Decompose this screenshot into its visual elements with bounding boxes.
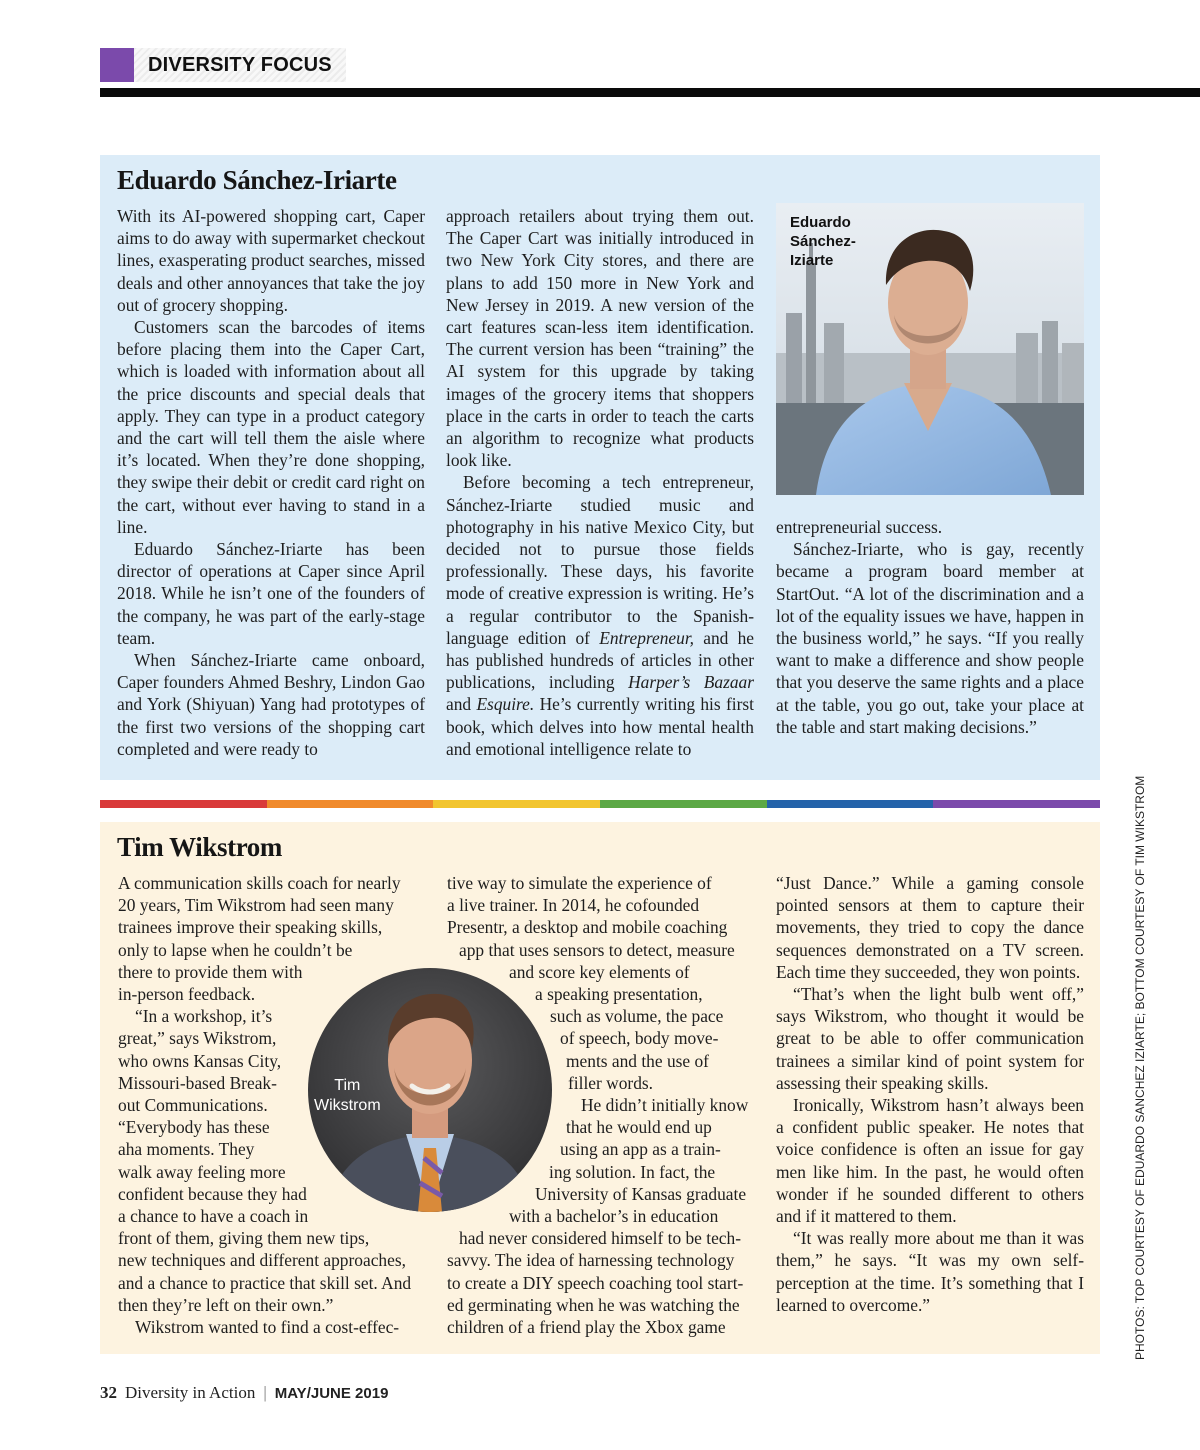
rainbow-stripe xyxy=(433,800,600,808)
section-color-block xyxy=(100,48,134,82)
text-line: children of a friend play the Xbox game xyxy=(447,1317,726,1338)
footer-separator: | xyxy=(263,1383,267,1402)
text-line: to create a DIY speech coaching tool start- xyxy=(447,1272,744,1293)
text-line: ed germinating when he was watching the xyxy=(447,1294,740,1315)
text-line: confident because they had xyxy=(118,1183,307,1204)
text-line: a speaking presentation, xyxy=(535,984,703,1005)
photo-credit: PHOTOS: TOP COURTESY OF EDUARDO SANCHEZ IZIARTE; BOTTOM COURTESY OF TIM WIKSTROM xyxy=(1133,775,1147,1360)
rainbow-stripe xyxy=(767,800,934,808)
paragraph: entrepreneurial success. xyxy=(776,517,943,537)
rainbow-stripe xyxy=(267,800,434,808)
photo-caption xyxy=(790,213,856,270)
text-line: A communication skills coach for nearly xyxy=(118,873,401,893)
text-line: app that uses sensors to detect, measure xyxy=(459,939,735,960)
paragraph: “That’s when the light bulb went off,” says Wikstrom, who thought it would be great to be able to offer communication trainees a similar kind of point system for assessing their speaking skills. xyxy=(776,984,1084,1093)
paragraph: “It was really more about me than it was them,” he says. “It was my own self-perception at the time. It’s something that I learned to overcome.” xyxy=(776,1228,1084,1315)
text-line: tive way to simulate the experience of xyxy=(447,873,712,893)
publication-title: Entrepreneur, xyxy=(599,627,695,648)
rainbow-stripe xyxy=(600,800,767,808)
text-line: 20 years, Tim Wikstrom had seen many xyxy=(118,895,394,916)
text-line: only to lapse when he couldn’t be xyxy=(118,939,353,960)
text-line: aha moments. They xyxy=(118,1139,255,1160)
paragraph: Sánchez-Iriarte, who is gay, recently became a program board member at StartOut. “A lot of the discrimination and a lot of the equality issues we have, happen in the business world,” he says. “If you really want to make a difference and show people that you deserve the same rights and a place at the table, you go out, take your place at the table and start making decisions.” xyxy=(776,539,1084,737)
text-line: a chance to have a coach in xyxy=(118,1206,309,1227)
text-line: Wikstrom wanted to find a cost-effec- xyxy=(135,1317,400,1338)
text-line: using an app as a train- xyxy=(560,1139,721,1160)
issue-date: MAY/JUNE 2019 xyxy=(274,1385,389,1402)
text-line: there to provide them with xyxy=(118,961,303,982)
section-tag xyxy=(100,48,346,82)
profile-box-wikstrom xyxy=(100,822,1100,1354)
text-line: University of Kansas graduate xyxy=(535,1183,747,1204)
rainbow-stripe xyxy=(933,800,1100,808)
publication-name: Diversity in Action xyxy=(125,1383,256,1402)
article-column-3 xyxy=(776,872,1084,1316)
text-run: and he has published hundreds of articles in other publications, including xyxy=(446,627,754,693)
text-line: then they’re left on their own.” xyxy=(118,1294,334,1315)
text-line: such as volume, the pace xyxy=(550,1006,724,1027)
header-rule xyxy=(100,88,1200,97)
text-line: front of them, giving them new tips, xyxy=(118,1228,370,1249)
article-column-1 xyxy=(117,205,425,760)
text-line: had never considered himself to be tech- xyxy=(459,1228,742,1249)
text-line: “In a workshop, it’s xyxy=(135,1006,273,1027)
text-line: and a chance to practice that skill set. And xyxy=(118,1272,412,1293)
page-number: 32 xyxy=(100,1383,117,1402)
article-column-2 xyxy=(446,205,754,760)
publication-title: Esquire. xyxy=(476,694,535,715)
text-line: of speech, body move- xyxy=(560,1028,719,1049)
text-line: and score key elements of xyxy=(509,961,690,982)
rainbow-stripe xyxy=(100,800,267,808)
paragraph: approach retailers about trying them out. The Caper Cart was initially introduced in two New York City stores, and there are plans to add 150 more in New York and New Jersey in 2019. A new version of the cart features scan-less item identification. The current version has been “training” the AI system for this upgrade by taking images of the grocery items that shoppers place in the carts in order to teach the carts an algorithm to recognize what products look like. xyxy=(446,206,754,471)
text-line: Presentr, a desktop and mobile coaching xyxy=(447,917,728,938)
profile-name: Eduardo Sánchez-Iriarte xyxy=(117,165,397,195)
text-line: great,” says Wikstrom, xyxy=(118,1028,277,1049)
text-line: savvy. The idea of harnessing technology xyxy=(447,1250,735,1271)
text-line: a live trainer. In 2014, he cofounded xyxy=(447,895,700,916)
caption-line: Sánchez- xyxy=(790,233,856,250)
text-line: ments and the use of xyxy=(566,1050,709,1071)
page-footer xyxy=(100,1383,388,1403)
text-line: trainees improve their speaking skills, xyxy=(118,917,383,938)
paragraph: When Sánchez-Iriarte came onboard, Caper founders Ahmed Beshry, Lindon Gao and York (Shiyuan) Yang had prototypes of the first two versions of the shopping cart completed and were ready to xyxy=(117,650,425,759)
text-line: Missouri-based Break- xyxy=(118,1072,277,1093)
text-line: out Communications. xyxy=(118,1095,268,1116)
paragraph xyxy=(446,471,754,760)
text-run: He’s currently writing his first book, which delves into how mental health and emotional intelligence relate to xyxy=(446,694,754,759)
text-line: that he would end up xyxy=(566,1117,712,1138)
profile-box-sanchez-iriarte xyxy=(100,155,1100,780)
profile-name: Tim Wikstrom xyxy=(117,832,282,862)
text-run: and xyxy=(446,694,472,715)
text-line: walk away feeling more xyxy=(118,1161,286,1182)
text-run: Before becoming a tech entrepreneur, Sánchez-Iriarte studied music and photography in his native Mexico City, but decided not to pursue those fields professionally. These days, his favorite mode of creative expression is writing. He’s a regular contributor to the Spanish-language edition of xyxy=(446,472,754,648)
text-line: who owns Kansas City, xyxy=(118,1050,282,1071)
text-line: filler words. xyxy=(568,1072,654,1093)
photo-caption xyxy=(314,1076,381,1116)
paragraph: With its AI-powered shopping cart, Caper aims to do away with supermarket checkout lines, exasperating product searches, missed deals and other annoyances that take the joy out of grocery shopping. xyxy=(117,206,425,315)
paragraph: “Just Dance.” While a gaming console pointed sensors at them to capture their movements, they tried to copy the dance sequences demonstrated on a TV screen. Each time they succeeded, they won points. xyxy=(776,873,1084,982)
text-line: in-person feedback. xyxy=(118,984,256,1005)
article-column-3 xyxy=(776,516,1084,738)
paragraph: Eduardo Sánchez-Iriarte has been director of operations at Caper since April 2018. While he isn’t one of the founders of the company, he was part of the early-stage team. xyxy=(117,539,425,648)
rainbow-divider xyxy=(100,800,1100,808)
caption-line: Wikstrom xyxy=(314,1097,381,1114)
caption-line: Eduardo xyxy=(790,214,851,231)
text-line: new techniques and different approaches, xyxy=(118,1250,406,1271)
caption-line: Tim xyxy=(334,1077,361,1094)
text-line: with a bachelor’s in education xyxy=(509,1206,719,1227)
caption-line: Iziarte xyxy=(790,252,834,269)
text-line: ing solution. In fact, the xyxy=(549,1161,716,1182)
paragraph: Ironically, Wikstrom hasn’t always been a confident public speaker. He notes that voice confidence is often an issue for gay men like him. In the past, he would often wonder if he sounded different to others and if it mattered to them. xyxy=(776,1095,1084,1227)
section-label: DIVERSITY FOCUS xyxy=(134,48,346,82)
text-line: He didn’t initially know xyxy=(581,1095,749,1116)
publication-title: Harper’s Bazaar xyxy=(628,672,754,693)
paragraph: Customers scan the barcodes of items before placing them into the Caper Cart, which is loaded with information about all the price discounts and special deals that apply. They can type in a product category and the cart will tell them the aisle where it’s located. When they’re done shopping, they swipe their debit or credit card right on the cart, without ever having to stand in a line. xyxy=(117,317,425,537)
text-line: “Everybody has these xyxy=(118,1117,270,1138)
